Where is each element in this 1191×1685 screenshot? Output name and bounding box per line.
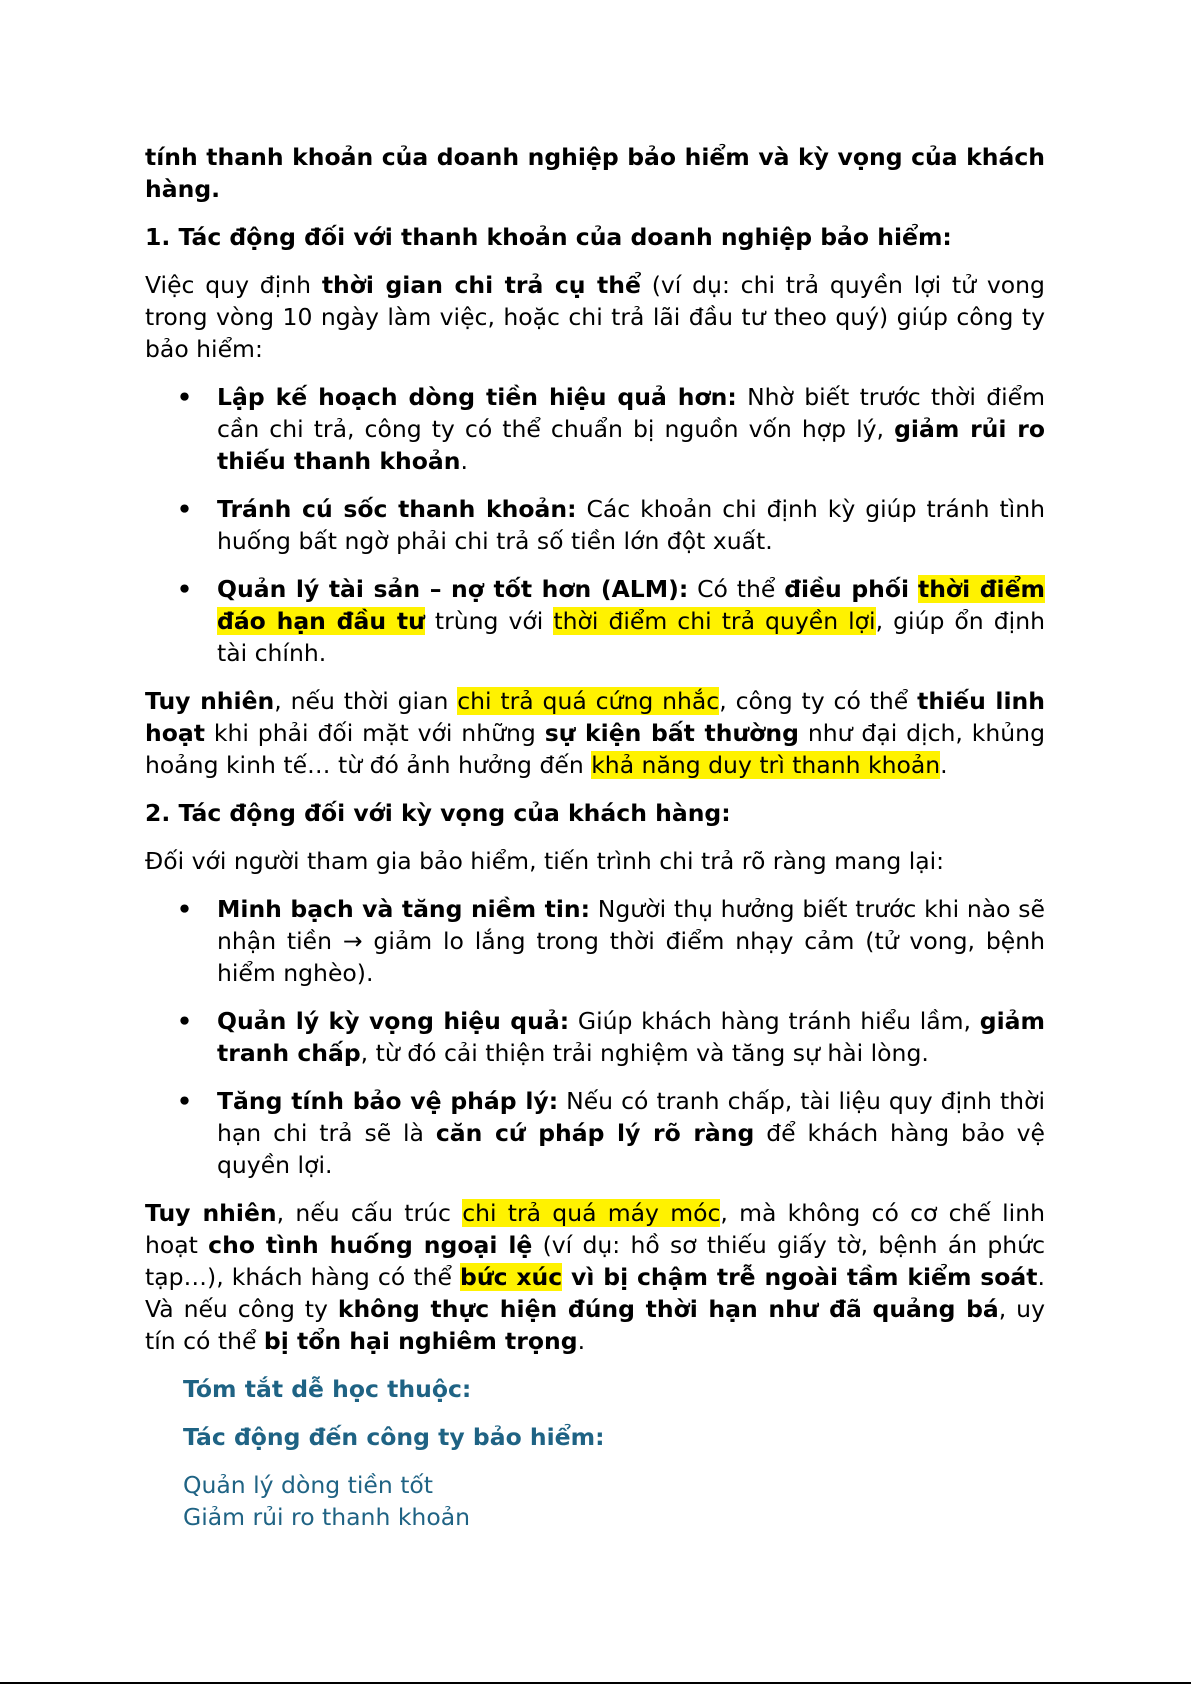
bullet-icon: • [177,1007,193,1035]
intro-bold: tính thanh khoản của doanh nghiệp bảo hiểm và kỳ vọng của khách hàng. [145,143,1045,203]
highlighted-text: bức xúc [460,1263,563,1291]
bullet-icon: • [177,495,193,523]
bullet-icon: • [177,1087,193,1115]
highlighted-text: thời điểm chi trả quyền lợi [553,607,876,635]
bullet-icon: • [177,575,193,603]
section-1-heading: 1. Tác động đối với thanh khoản của doanh nghiệp bảo hiểm: [145,223,952,251]
summary-line: Giảm rủi ro thanh khoản [183,1503,470,1531]
section-2-bullet-list [145,893,1045,1181]
highlighted-text: chi trả quá cứng nhắc [457,687,720,715]
list-item: • Tránh cú sốc thanh khoản: Các khoản chi định kỳ giúp tránh tình huống bất ngờ phải chi trả số tiền lớn đột xuất. [177,495,1045,555]
section-2-however-paragraph: Tuy nhiên, nếu cấu trúc chi trả quá máy móc, mà không có cơ chế linh hoạt cho tình huống ngoại lệ (ví dụ: hồ sơ thiếu giấy tờ, bệnh án phức tạp…), khách hàng có thể bức xúc vì bị chậm trễ ngoài tầm kiểm soát. Và nếu công ty không thực hiện đúng thời hạn như đã quảng bá, uy tín có thể bị tổn hại nghiêm trọng. [145,1199,1046,1355]
section-2-paragraph: Đối với người tham gia bảo hiểm, tiến trình chi trả rõ ràng mang lại: [145,847,945,875]
summary-heading: Tóm tắt dễ học thuộc: [183,1375,472,1403]
highlighted-text: thời điểm đáo hạn đầu tư [217,575,1046,635]
section-2-heading: 2. Tác động đối với kỳ vọng của khách hàng: [145,799,731,827]
document-page [145,141,1045,1533]
summary-subheading: Tác động đến công ty bảo hiểm: [183,1423,605,1451]
list-item: • Minh bạch và tăng niềm tin: Người thụ hưởng biết trước khi nào sẽ nhận tiền → giảm lo lắng trong thời điểm nhạy cảm (tử vong, bệnh hiểm nghèo). [177,895,1045,987]
bullet-icon: • [177,895,193,923]
summary-line: Quản lý dòng tiền tốt [183,1471,434,1499]
section-1-bullet-list [145,381,1045,669]
list-item: • Tăng tính bảo vệ pháp lý: Nếu có tranh chấp, tài liệu quy định thời hạn chi trả sẽ là căn cứ pháp lý rõ ràng để khách hàng bảo vệ quyền lợi. [177,1087,1045,1179]
list-item: • Quản lý tài sản – nợ tốt hơn (ALM): Có thể điều phối thời điểm đáo hạn đầu tư trùng với thời điểm chi trả quyền lợi, giúp ổn định tài chính. [177,575,1046,667]
section-1-however-paragraph: Tuy nhiên, nếu thời gian chi trả quá cứng nhắc, công ty có thể thiếu linh hoạt khi phải đối mặt với những sự kiện bất thường như đại dịch, khủng hoảng kinh tế… từ đó ảnh hưởng đến khả năng duy trì thanh khoản. [145,687,1045,779]
intro-paragraph [145,141,1045,205]
list-item: • Quản lý kỳ vọng hiệu quả: Giúp khách hàng tránh hiểu lầm, giảm tranh chấp, từ đó cải thiện trải nghiệm và tăng sự hài lòng. [177,1007,1045,1067]
section-1-paragraph: Việc quy định thời gian chi trả cụ thể (ví dụ: chi trả quyền lợi tử vong trong vòng 10 ngày làm việc, hoặc chi trả lãi đầu tư theo quý) giúp công ty bảo hiểm: [145,271,1045,363]
highlighted-text: khả năng duy trì thanh khoản [591,751,941,779]
highlighted-text: chi trả quá máy móc [462,1199,721,1227]
list-item: • Lập kế hoạch dòng tiền hiệu quả hơn: Nhờ biết trước thời điểm cần chi trả, công ty có thể chuẩn bị nguồn vốn hợp lý, giảm rủi ro thiếu thanh khoản. [177,383,1045,475]
page-bottom-border [0,1682,1191,1684]
summary-section [183,1373,1045,1533]
bullet-icon: • [177,383,193,411]
